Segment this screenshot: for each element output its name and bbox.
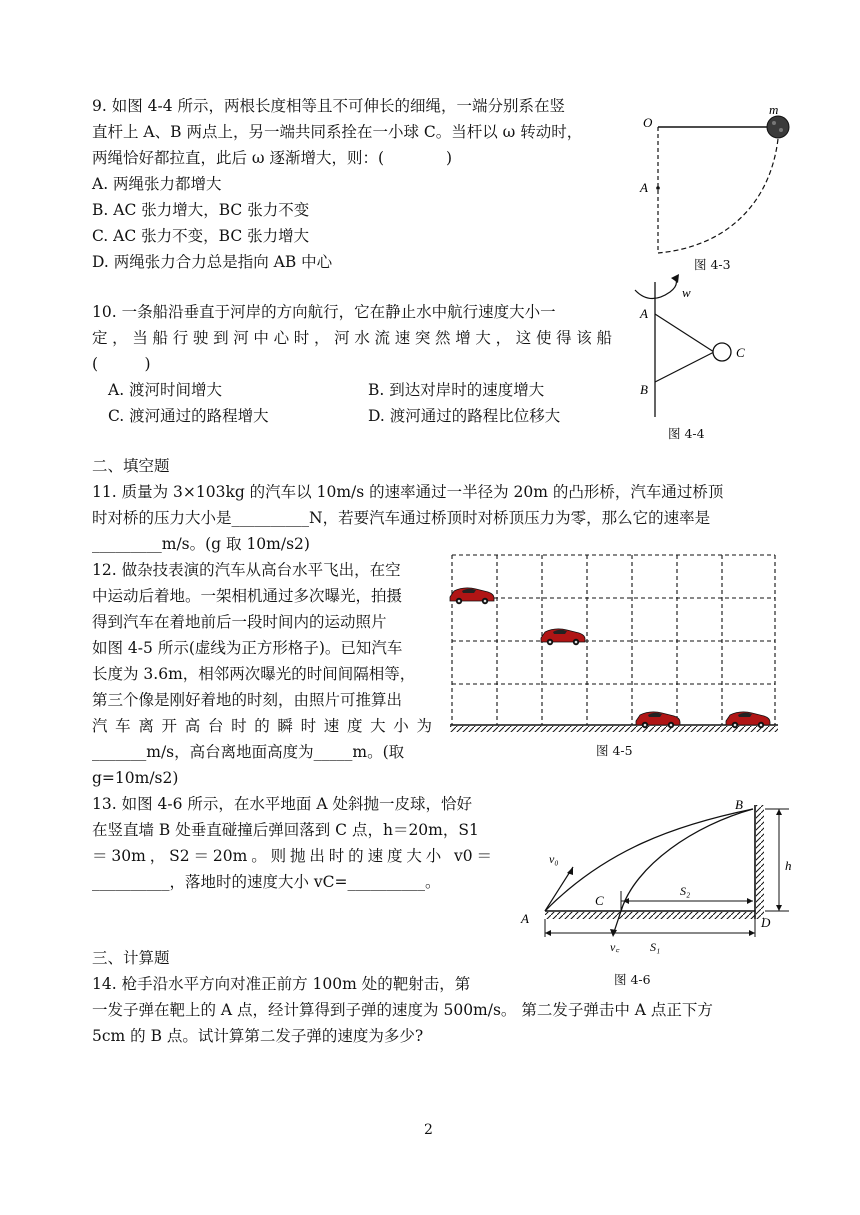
q10-line-1: 10. 一条船沿垂直于河岸的方向航行，它在静止水中航行速度大小一 — [92, 303, 556, 321]
fig44-label-a: A — [640, 306, 648, 321]
fig46-label-b: B — [735, 797, 743, 812]
fig46-label-s1: S₁ — [650, 940, 661, 954]
figure-4-6 — [515, 795, 805, 970]
q11-line-3: _________m/s。(g 取 10m/s2) — [92, 535, 310, 553]
q9-line-1: 9. 如图 4-4 所示，两根长度相等且不可伸长的细绳，一端分别系在竖 — [92, 97, 566, 115]
figure-4-5 — [450, 553, 780, 738]
fig46-label-a: A — [521, 911, 529, 926]
fig46-label-d: D — [761, 915, 771, 930]
q9-line-3: 两绳恰好都拉直，此后 ω 逐渐增大，则：( ) — [92, 149, 453, 167]
fig46-label-s2: S₂ — [680, 884, 691, 898]
figure-4-3 — [630, 102, 810, 265]
q9-option-a: A. 两绳张力都增大 — [92, 175, 222, 193]
q12-line-6: 第三个像是刚好着地的时刻，由照片可推算出 — [92, 691, 403, 709]
q14-line-1: 14. 枪手沿水平方向对准正前方 100m 处的靶射击，第 — [92, 975, 471, 993]
fig46-label-h: h — [785, 858, 792, 873]
q9-option-c: C. AC 张力不变，BC 张力增大 — [92, 227, 310, 245]
q14-line-2: 一发子弹在靶上的 A 点，经计算得到子弹的速度为 500m/s。 第二发子弹击中 A 点正下方 — [92, 1001, 713, 1019]
q9-line-2: 直杆上 A、B 两点上，另一端共同系拴在一小球 C。当杆以 ω 转动时， — [92, 123, 583, 141]
q12-line-9: g=10m/s2) — [92, 769, 179, 787]
q12-line-1: 12. 做杂技表演的汽车从高台水平飞出，在空 — [92, 561, 401, 579]
q10-line-2: 定，当船行驶到河中心时，河水流速突然增大，这使得该船 — [92, 329, 612, 347]
q11-line-2: 时对桥的压力大小是__________N，若要汽车通过桥顶时对桥顶压力为零，那么它的速率是 — [92, 509, 711, 527]
fig44-label-c: C — [736, 345, 745, 360]
fig46-label-v0: v₀ — [549, 852, 559, 866]
fig44-label-b: B — [640, 382, 648, 397]
q14-line-3: 5cm 的 B 点。试计算第二发子弹的速度为多少? — [92, 1027, 424, 1045]
q12-line-5: 长度为 3.6m，相邻两次曝光的时间间隔相等， — [92, 665, 416, 683]
fig43-label-a: A — [640, 180, 648, 195]
q12-line-4: 如图 4-5 所示(虚线为正方形格子)。已知汽车 — [92, 639, 403, 657]
section-fill-blank-heading: 二、填空题 — [92, 457, 170, 475]
fig43-label-m: m — [769, 102, 779, 117]
q10-option-b: B. 到达对岸时的速度增大 — [368, 381, 545, 399]
q13-line-2: 在竖直墙 B 处垂直碰撞后弹回落到 C 点，h＝20m，S1 — [92, 821, 479, 839]
page-number: 2 — [424, 1122, 433, 1138]
q11-line-1: 11. 质量为 3×103kg 的汽车以 10m/s 的速率通过一半径为 20m 的凸形桥，汽车通过桥顶 — [92, 483, 724, 501]
fig44-label-w: w — [682, 285, 691, 300]
fig46-caption: 图 4-6 — [614, 972, 651, 987]
fig43-label-o: O — [643, 115, 653, 130]
fig46-label-vc: v꜀ — [610, 940, 620, 954]
section-calculation-heading: 三、计算题 — [92, 949, 170, 967]
q10-option-c: C. 渡河通过的路程增大 — [108, 407, 269, 425]
q10-option-d: D. 渡河通过的路程比位移大 — [368, 407, 561, 425]
q10-option-a: A. 渡河时间增大 — [108, 381, 223, 399]
q13-line-3: ＝30m，S2＝20m。则抛出时的速度大小 v0＝ — [92, 847, 492, 865]
fig43-caption: 图 4-3 — [694, 257, 731, 272]
q12-line-8: _______m/s，高台离地面高度为_____m。(取 — [92, 743, 405, 761]
q10-line-3: ( ) — [92, 355, 151, 373]
q12-line-2: 中运动后着地。一架相机通过多次曝光，拍摄 — [92, 587, 403, 605]
q13-line-4: __________，落地时的速度大小 vC=__________。 — [92, 873, 441, 891]
q12-line-3: 得到汽车在着地前后一段时间内的运动照片 — [92, 613, 387, 631]
fig46-label-c: C — [595, 893, 604, 908]
q9-option-b: B. AC 张力增大，BC 张力不变 — [92, 201, 310, 219]
q13-line-1: 13. 如图 4-6 所示，在水平地面 A 处斜抛一皮球，恰好 — [92, 795, 472, 813]
q9-option-d: D. 两绳张力合力总是指向 AB 中心 — [92, 253, 333, 271]
fig44-caption: 图 4-4 — [668, 426, 705, 441]
q12-line-7: 汽车离开高台时的瞬时速度大小为 — [92, 717, 432, 735]
figure-4-4 — [630, 272, 760, 422]
fig45-caption: 图 4-5 — [596, 743, 633, 758]
